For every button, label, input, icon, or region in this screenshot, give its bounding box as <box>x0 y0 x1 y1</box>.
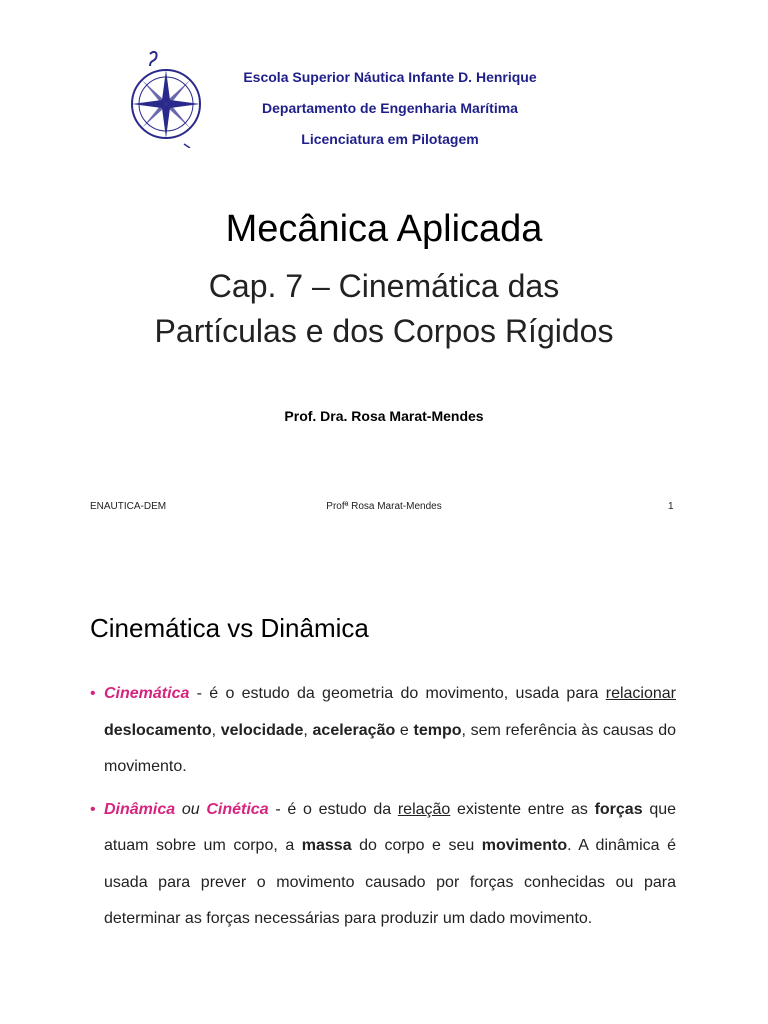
text: que atuam sobre um corpo, a <box>104 800 677 854</box>
bold-word: forças <box>594 800 643 818</box>
bullet-kinematics <box>90 676 676 786</box>
bold-word: movimento <box>481 837 568 854</box>
bold-word: tempo <box>413 721 462 739</box>
text: - é o estudo da geometria do movimento, usada para <box>189 685 606 702</box>
underlined-word: relacionar <box>605 685 676 702</box>
compass-rose-logo <box>120 48 220 148</box>
text: ou <box>175 800 207 818</box>
bullet-list <box>90 676 676 944</box>
page-number: 1 <box>668 501 674 512</box>
author-name: Prof. Dra. Rosa Marat-Mendes <box>284 408 484 424</box>
school-name: Escola Superior Náutica Infante D. Henrique <box>243 69 537 85</box>
subtitle-line-2: Partículas e dos Corpos Rígidos <box>154 313 614 349</box>
content-slide <box>0 560 768 1024</box>
bold-word: deslocamento <box>104 721 212 739</box>
term-kinematics: Cinemática <box>104 685 190 702</box>
text: , sem referência às causas do movimento. <box>104 721 677 775</box>
term-kinetics: Cinética <box>206 800 269 818</box>
department-name: Departamento de Engenharia Marítima <box>262 100 518 116</box>
bullet-dynamics <box>90 792 676 938</box>
bold-word: velocidade <box>220 721 304 739</box>
term-dynamics: Dinâmica <box>104 800 176 818</box>
text: - é o estudo da <box>268 800 398 818</box>
presentation-subtitle <box>0 264 768 354</box>
bold-word: massa <box>301 837 352 854</box>
text: , <box>211 721 221 739</box>
slide-title: Cinemática vs Dinâmica <box>90 613 369 643</box>
text: . A dinâmica é usada para prever o movimento causado por forças conhecidas ou para determinar as forças necessárias para produzir um dado movimento. <box>104 837 677 927</box>
text: do corpo e seu <box>351 837 482 854</box>
footer-left: ENAUTICA-DEM <box>90 501 167 512</box>
underlined-word: relação <box>397 800 451 818</box>
subtitle-line-1: Cap. 7 – Cinemática das <box>208 268 560 304</box>
bold-word: aceleração <box>312 721 396 739</box>
institution-block <box>210 62 570 155</box>
text: existente entre as <box>450 800 595 818</box>
presentation-title: Mecânica Aplicada <box>225 208 543 250</box>
degree-name: Licenciatura em Pilotagem <box>301 131 479 147</box>
text: , <box>303 721 313 739</box>
text: e <box>395 721 414 739</box>
footer-center: Profª Rosa Marat-Mendes <box>326 501 442 512</box>
